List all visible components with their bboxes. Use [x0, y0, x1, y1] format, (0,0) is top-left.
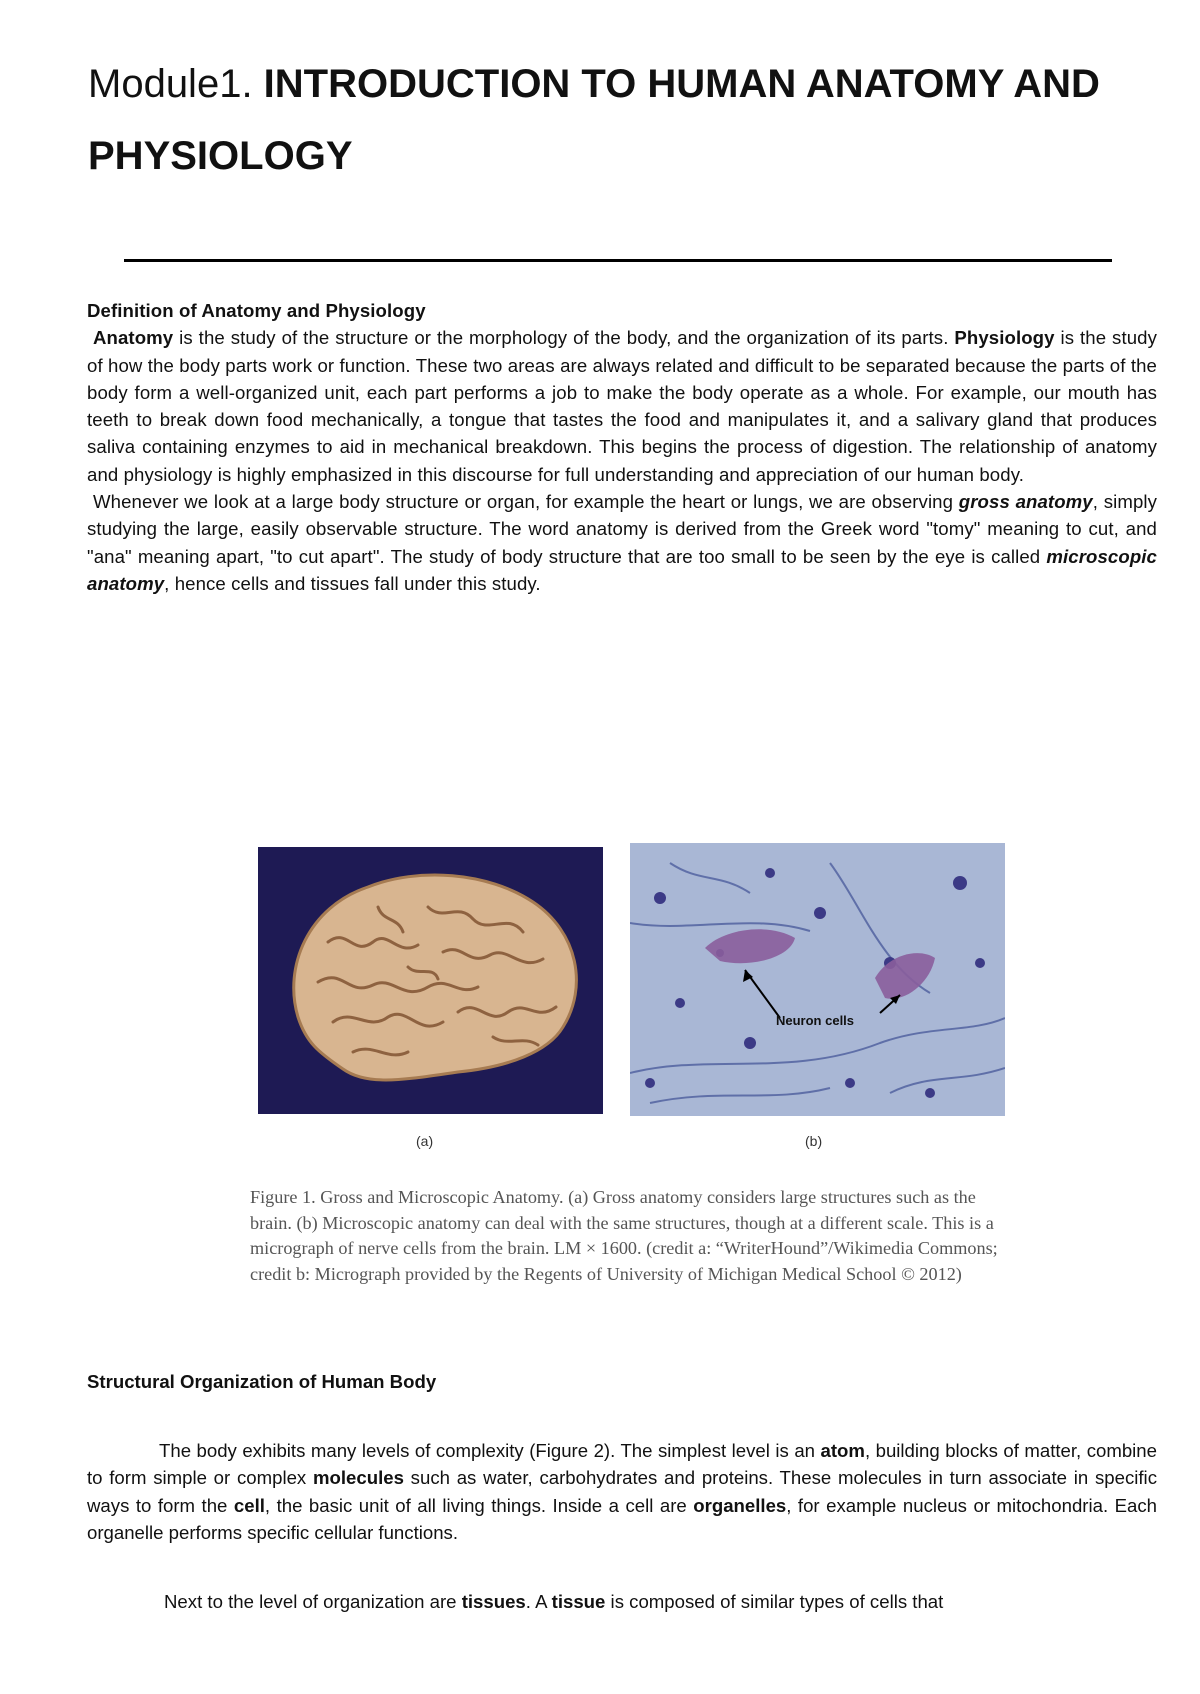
term-physiology: Physiology [954, 327, 1055, 349]
definition-text: , simply studying the large, easily observable structure. The word anatomy is derived from the Greek word "tomy" meaning to cut, and "ana" meaning apart, "to cut apart". The study of body structure that are too small to be seen by the eye is called [87, 491, 1158, 567]
definition-text: Whenever we look at a large body structure or organ, for example the heart or lungs, we are observing [93, 491, 959, 513]
term-molecules: molecules [312, 1467, 404, 1489]
neuron-micrograph [630, 843, 1005, 1116]
structural-heading: Structural Organization of Human Body [87, 1371, 437, 1392]
term-tissues: tissues [461, 1591, 526, 1612]
term-tissue: tissue [551, 1591, 606, 1612]
definition-paragraph-2 [87, 488, 1157, 597]
structural-paragraph-1 [87, 1437, 1157, 1546]
figure-caption: Figure 1. Gross and Microscopic Anatomy. (a) Gross anatomy considers large structures such as the brain. (b) Microscopic anatomy can deal with the same structures, though at a different scale. This is a micrograph of nerve cells from the brain. LM × 1600. (credit a: “WriterHound”/Wikimedia Commons; credit b: Micrograph provided by the Regents of University of Michigan Medical School © 2012) [250, 1187, 998, 1284]
page-title [88, 48, 1128, 192]
structural-text: Next to the level of organization are [164, 1591, 462, 1612]
structural-text: , for example nucleus or mitochondria. Each organelle performs specific cellular functions. [87, 1494, 1157, 1543]
term-cell: cell [233, 1494, 265, 1516]
figure-label-b: (b) [805, 1133, 823, 1149]
term-gross-anatomy: gross anatomy [958, 491, 1093, 513]
title-main: INTRODUCTION TO HUMAN ANATOMY AND PHYSIOLOGY [88, 62, 1100, 178]
definition-heading: Definition of Anatomy and Physiology [87, 300, 426, 321]
definition-text: is the study of how the body parts work or function. These two areas are always related and difficult to be separated because the parts of the body form a well-organized unit, each part performs a job to make the body operate as a whole. For example, our mouth has teeth to break down food mechanically, a tongue that tastes the food and manipulates it, and a salivary gland that produces saliva containing enzymes to aid in mechanical breakdown. This begins the process of digestion. The relationship of anatomy and physiology is highly emphasized in this discourse for full understanding and appreciation of our human body. [87, 327, 1158, 485]
structural-text: , building blocks of matter, combine to form simple or complex [87, 1440, 1157, 1489]
structural-text: , the basic unit of all living things. Inside a cell are [264, 1494, 694, 1516]
term-microscopic-anatomy: microscopic anatomy [87, 545, 1157, 594]
definition-text: , hence cells and tissues fall under this study. [164, 572, 541, 594]
structural-text: is composed of similar types of cells that [605, 1591, 944, 1612]
structural-text: such as water, carbohydrates and proteins. These molecules in turn associate in specific ways to form the [87, 1467, 1157, 1516]
definition-section [87, 297, 1157, 597]
brain-photo [258, 847, 603, 1114]
figure-label-a: (a) [416, 1133, 434, 1149]
structural-text: . A [525, 1591, 552, 1612]
micrograph-illustration [630, 843, 1005, 1116]
structural-paragraph-2 [87, 1588, 1157, 1615]
term-anatomy: Anatomy [93, 327, 174, 349]
term-atom: atom [820, 1440, 865, 1461]
figure-1 [248, 843, 1018, 1343]
structural-text: The body exhibits many levels of complexity (Figure 2). The simplest level is an [159, 1440, 821, 1461]
title-divider [124, 259, 1112, 262]
term-organelles: organelles [693, 1494, 787, 1516]
neuron-cells-label: Neuron cells [776, 1013, 855, 1028]
title-prefix: Module1. [88, 62, 264, 106]
definition-paragraph-1 [87, 324, 1157, 488]
brain-illustration [258, 847, 603, 1114]
definition-text: is the study of the structure or the morphology of the body, and the organization of its parts. [173, 327, 955, 349]
